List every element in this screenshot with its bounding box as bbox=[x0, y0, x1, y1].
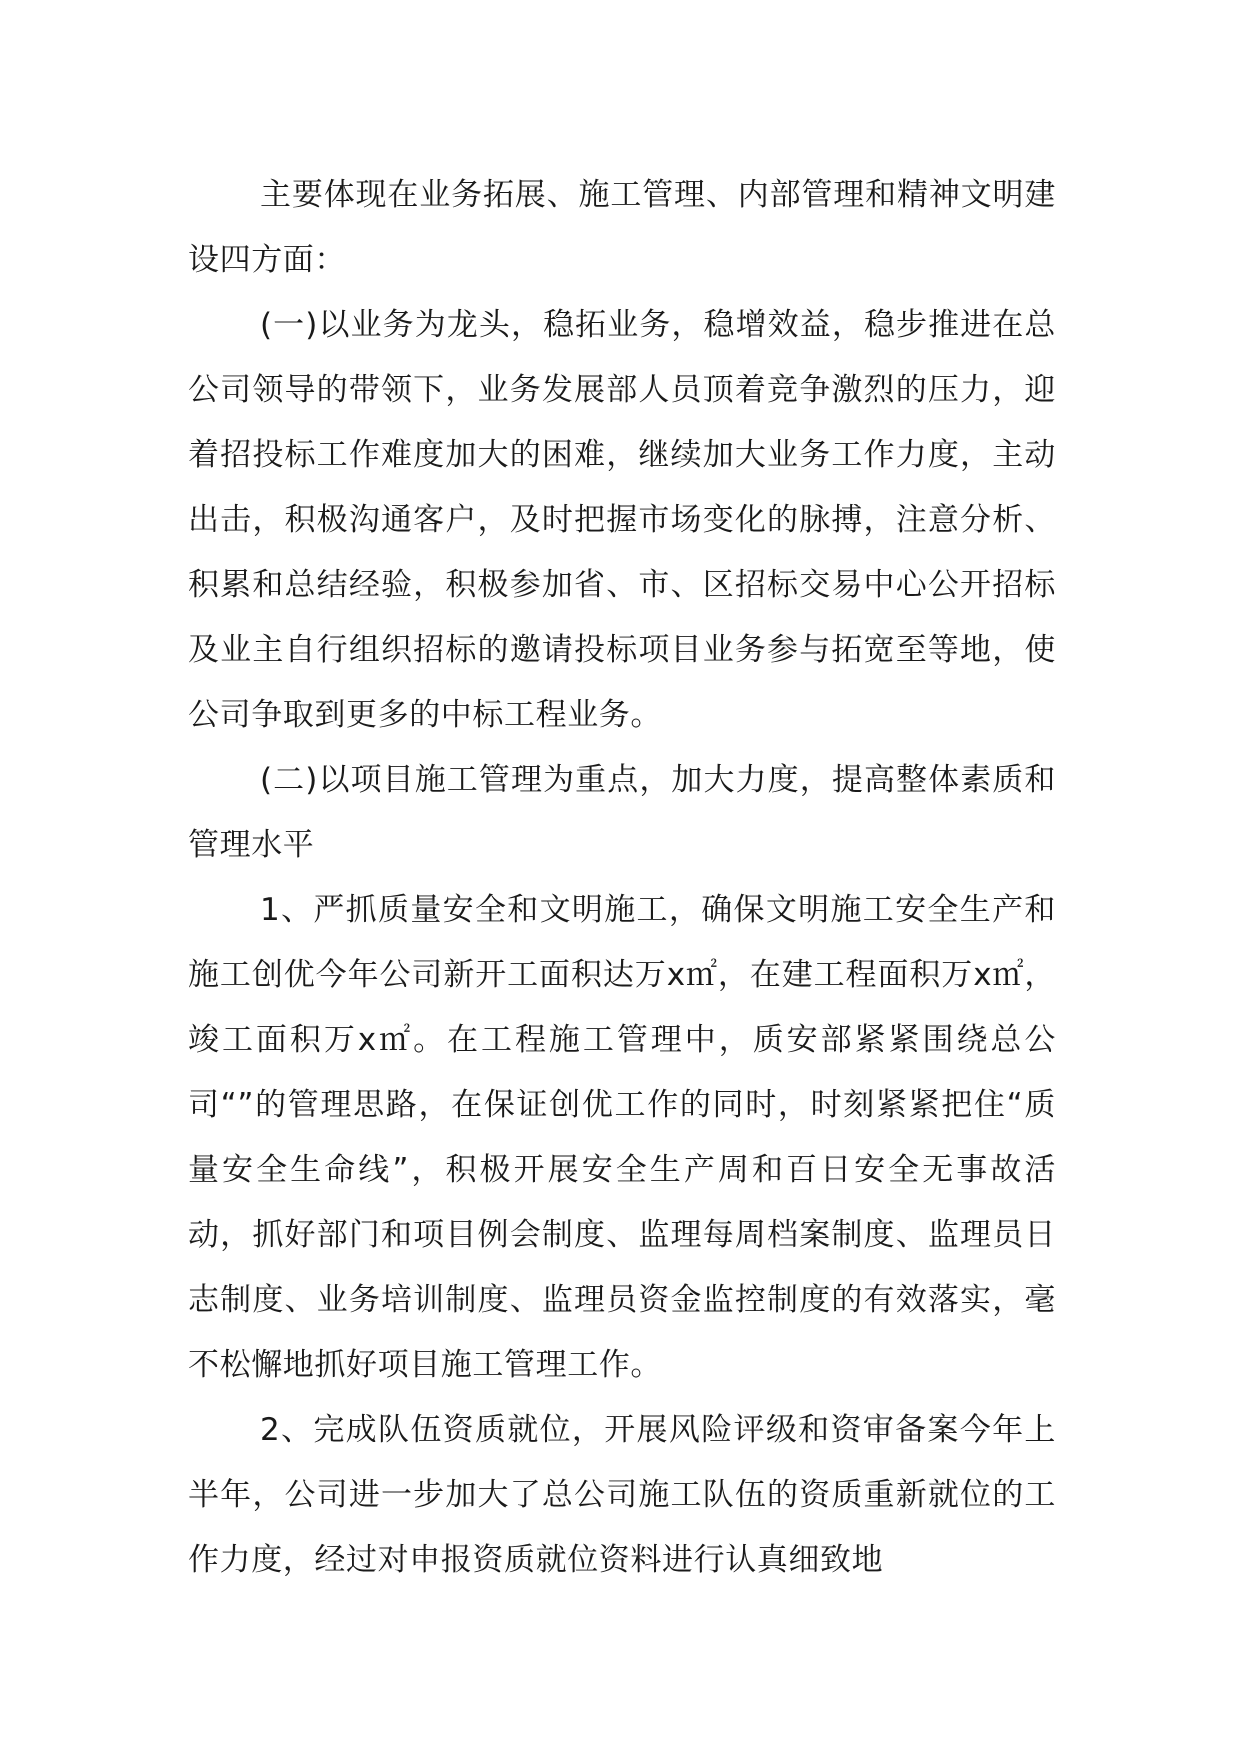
paragraph-intro: 主要体现在业务拓展、施工管理、内部管理和精神文明建设四方面： bbox=[188, 177, 1056, 278]
paragraph-item-2: 2、完成队伍资质就位，开展风险评级和资审备案今年上半年，公司进一步加大了总公司施工队伍的资质重新就位的工作力度，经过对申报资质就位资料进行认真细致地 bbox=[188, 1412, 1056, 1578]
paragraph-item-1: 1、严抓质量安全和文明施工，确保文明施工安全生产和施工创优今年公司新开工面积达万x㎡，在建工程面积万x㎡，竣工面积万x㎡。在工程施工管理中，质安部紧紧围绕总公司“”的管理思路，在保证创优工作的同时，时刻紧紧把住“质量安全生命线”，积极开展安全生产周和百日安全无事故活动，抓好部门和项目例会制度、监理每周档案制度、监理员日志制度、业务培训制度、监理员资金监控制度的有效落实，毫不松懈地抓好项目施工管理工作。 bbox=[188, 892, 1056, 1383]
document-body bbox=[188, 163, 1056, 1593]
paragraph-section-2-heading: (二)以项目施工管理为重点，加大力度，提高整体素质和管理水平 bbox=[188, 762, 1056, 863]
paragraph-section-1: (一)以业务为龙头，稳拓业务，稳增效益，稳步推进在总公司领导的带领下，业务发展部人员顶着竞争激烈的压力，迎着招投标工作难度加大的困难，继续加大业务工作力度，主动出击，积极沟通客户，及时把握市场变化的脉搏，注意分析、积累和总结经验，积极参加省、市、区招标交易中心公开招标及业主自行组织招标的邀请投标项目业务参与拓宽至等地，使公司争取到更多的中标工程业务。 bbox=[188, 307, 1056, 733]
